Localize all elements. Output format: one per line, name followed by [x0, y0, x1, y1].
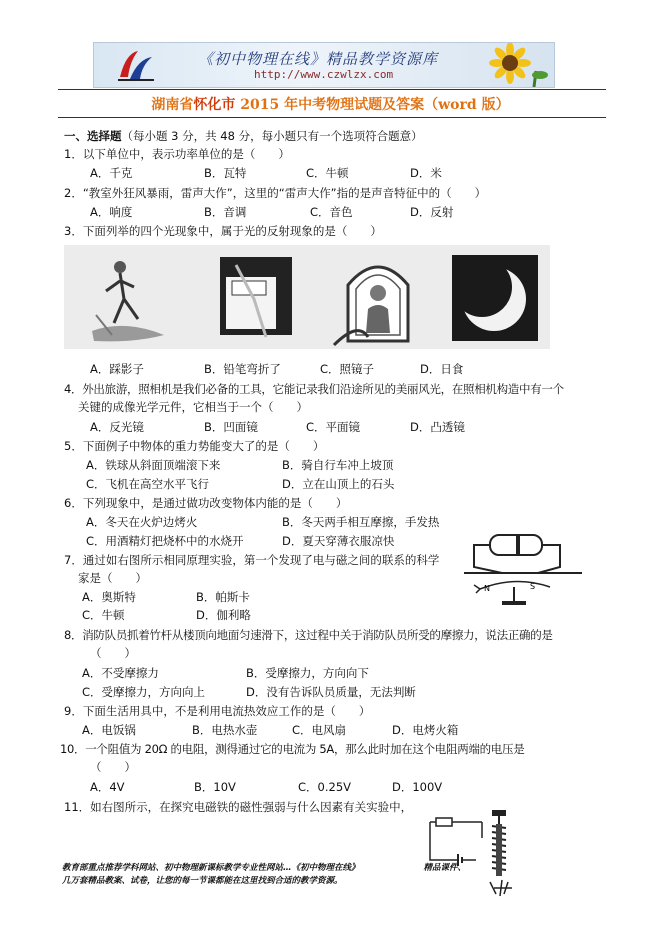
question-1-stem: 1．以下单位中，表示功率单位的是（ ） — [64, 147, 290, 161]
question-11-stem: 11．如右图所示，在探究电磁铁的磁性强弱与什么因素有关实验中， — [64, 800, 413, 814]
q10-option-a[interactable]: A．4V — [90, 780, 125, 794]
question-2-stem: 2．“教室外狂风暴雨，雷声大作”，这里的“雷声大作”指的是声音特征中的（ ） — [64, 186, 487, 200]
question-5-stem: 5．下面例子中物体的重力势能变大了的是（ ） — [64, 439, 325, 453]
question-3-figures — [64, 245, 550, 349]
footer-line-1: 教育部重点推荐学科网站、初中物理新课标教学专业性网站…《初中物理在线》 精品课件、 — [62, 863, 467, 873]
q3-option-c[interactable]: C．照镜子 — [320, 362, 375, 376]
q6-option-c[interactable]: C．用酒精灯把烧杯中的水烧开 — [86, 534, 244, 548]
document-title: 湖南省怀化市 2015 年中考物理试题及答案（word 版） — [151, 97, 510, 113]
q9-option-d[interactable]: D．电烤火箱 — [392, 723, 459, 737]
compass-s-label: S — [530, 582, 536, 591]
q8-option-d[interactable]: D．没有告诉队员质量，无法判断 — [246, 685, 416, 699]
q4-option-a[interactable]: A．反光镜 — [90, 420, 144, 434]
q4-option-b[interactable]: B．凹面镜 — [204, 420, 258, 434]
q4-option-d[interactable]: D．凸透镜 — [410, 420, 465, 434]
section-header — [64, 129, 423, 143]
q8-option-b[interactable]: B．受摩擦力，方向向下 — [246, 666, 369, 680]
title-rule-top — [58, 89, 606, 90]
question-4-stem-line2: 关键的成像光学元件，它相当于一个（ ） — [78, 400, 308, 414]
header-banner[interactable] — [93, 42, 555, 88]
q1-option-a[interactable]: A．千克 — [90, 166, 133, 180]
q7-option-a[interactable]: A．奥斯特 — [82, 590, 136, 604]
q9-option-c[interactable]: C．电风扇 — [292, 723, 347, 737]
figure-bent-pencil — [214, 251, 298, 341]
page-footer — [62, 862, 602, 888]
q6-option-b[interactable]: B．冬天两手相互摩擦，手发热 — [282, 515, 440, 529]
q9-option-b[interactable]: B．电热水壶 — [192, 723, 258, 737]
title-rule-bottom — [58, 117, 606, 118]
q3-option-d[interactable]: D．日食 — [420, 362, 464, 376]
figure-oersted-experiment — [462, 527, 592, 607]
q3-option-a[interactable]: A．踩影子 — [90, 362, 144, 376]
q2-option-c[interactable]: C．音色 — [310, 205, 353, 219]
figure-kicking-shadow — [84, 245, 194, 349]
q5-option-c[interactable]: C．飞机在高空水平飞行 — [86, 477, 210, 491]
q9-option-a[interactable]: A．电饭锅 — [82, 723, 136, 737]
q10-option-b[interactable]: B．10V — [194, 780, 236, 794]
banner-title: 《初中物理在线》精品教学资源库 — [198, 50, 439, 68]
question-3-stem: 3．下面列举的四个光现象中，属于光的反射现象的是（ ） — [64, 224, 382, 238]
figure-solar-eclipse — [450, 253, 540, 343]
q1-option-b[interactable]: B．瓦特 — [204, 166, 247, 180]
q6-option-d[interactable]: D．夏天穿薄衣服凉快 — [282, 534, 395, 548]
q1-option-c[interactable]: C．牛顿 — [306, 166, 349, 180]
title-city: 怀化市 — [193, 97, 236, 113]
q2-option-d[interactable]: D．反射 — [410, 205, 454, 219]
section-note: （每小题 3 分，共 48 分，每小题只有一个选项符合题意） — [121, 129, 423, 143]
question-9-stem: 9．下面生活用具中，不是利用电流热效应工作的是（ ） — [64, 704, 371, 718]
q6-option-a[interactable]: A．冬天在火炉边烤火 — [86, 515, 198, 529]
q5-option-d[interactable]: D．立在山顶上的石头 — [282, 477, 395, 491]
site-logo-icon — [116, 47, 156, 83]
q5-option-a[interactable]: A．铁球从斜面顶端滚下来 — [86, 458, 221, 472]
question-10-stem-line1: 10．一个阻值为 20Ω 的电阻，测得通过它的电流为 5A，那么此时加在这个电阻两端的电压是 — [60, 742, 525, 756]
q7-option-d[interactable]: D．伽利略 — [196, 608, 251, 622]
question-7-stem-line2: 家是（ ） — [78, 571, 147, 585]
section-label: 一、选择题 — [64, 129, 122, 143]
question-4-stem-line1: 4．外出旅游，照相机是我们必备的工具，它能记录我们沿途所见的美丽风光，在照相机构造中有一个 — [64, 382, 564, 396]
q3-option-b[interactable]: B．铅笔弯折了 — [204, 362, 281, 376]
q5-option-b[interactable]: B．骑自行车冲上坡顶 — [282, 458, 394, 472]
q2-option-a[interactable]: A．响度 — [90, 205, 133, 219]
q10-option-d[interactable]: D．100V — [392, 780, 443, 794]
question-8-stem-line1: 8．消防队员抓着竹杆从楼顶向地面匀速滑下，这过程中关于消防队员所受的摩擦力，说法正确的是 — [64, 628, 553, 642]
q7-option-b[interactable]: B．帕斯卡 — [196, 590, 250, 604]
q2-option-b[interactable]: B．音调 — [204, 205, 247, 219]
question-8-stem-line2: （ ） — [90, 646, 136, 660]
compass-n-label: N — [484, 584, 490, 593]
sunflower-icon — [474, 43, 550, 87]
question-10-stem-line2: （ ） — [90, 760, 136, 774]
q4-option-c[interactable]: C．平面镜 — [306, 420, 361, 434]
q8-option-c[interactable]: C．受摩擦力，方向向上 — [82, 685, 206, 699]
footer-line-2: 几万套精品教案、试卷，让您的每一节课都能在这里找到合适的教学资源。 — [62, 876, 343, 886]
figure-mirror-reflection — [328, 245, 428, 349]
banner-url[interactable]: http://www.czwlzx.com — [254, 68, 394, 81]
question-6-stem: 6．下列现象中，是通过做功改变物体内能的是（ ） — [64, 496, 348, 510]
q7-option-c[interactable]: C．牛顿 — [82, 608, 125, 622]
q8-option-a[interactable]: A．不受摩擦力 — [82, 666, 159, 680]
q10-option-c[interactable]: C．0.25V — [298, 780, 352, 794]
q1-option-d[interactable]: D．米 — [410, 166, 442, 180]
question-7-stem-line1: 7．通过如右图所示相同原理实验，第一个发现了电与磁之间的联系的科学 — [64, 553, 440, 567]
